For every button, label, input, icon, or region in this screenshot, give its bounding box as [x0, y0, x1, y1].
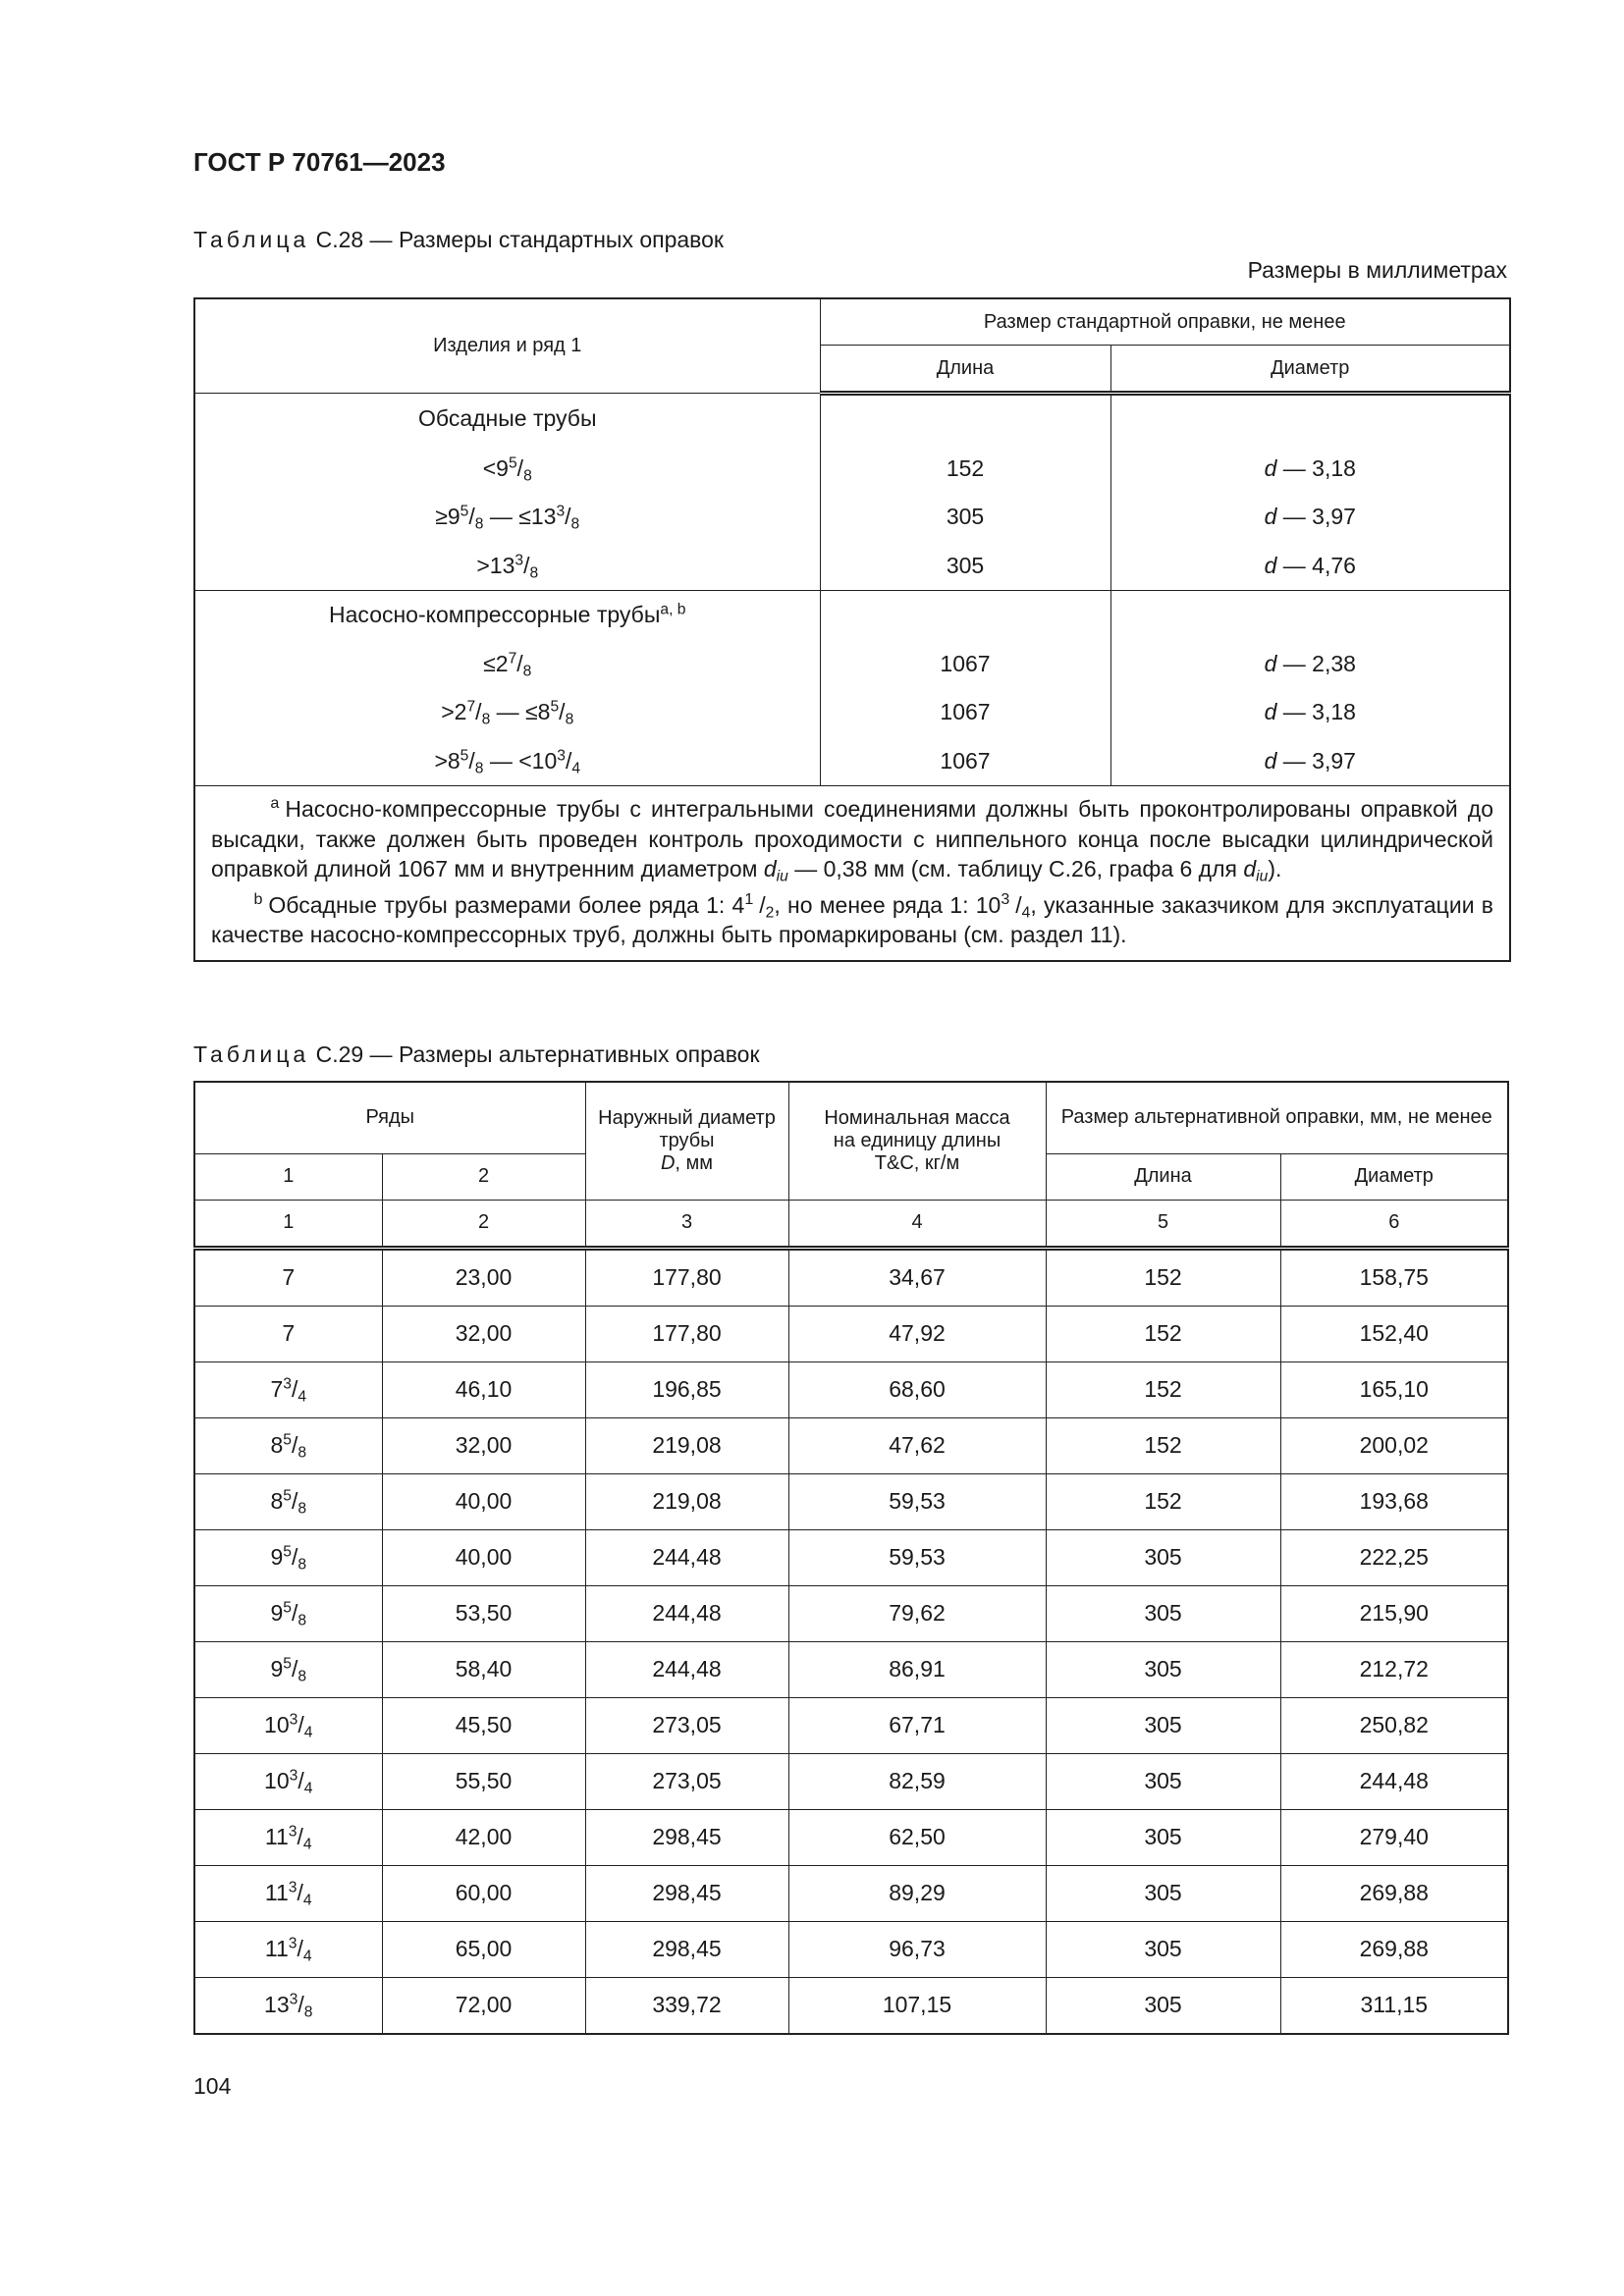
page-number: 104 [193, 2073, 232, 2099]
row1-size: $10^3/_4$ [194, 1697, 382, 1753]
row1-size: $8^5/_8$ [194, 1473, 382, 1529]
outer-diameter: 219,08 [585, 1417, 788, 1473]
table-row [194, 445, 1510, 494]
table-row [194, 640, 1510, 689]
outer-diameter: 298,45 [585, 1865, 788, 1921]
fraction-numerator: 5 [283, 1599, 292, 1617]
row2-value: 23,00 [382, 1248, 585, 1306]
outer-diameter: 273,05 [585, 1697, 788, 1753]
mandrel-diameter: 165,10 [1280, 1362, 1508, 1417]
row2-value: 65,00 [382, 1921, 585, 1977]
fraction-numerator: 3 [289, 1711, 298, 1729]
column-number: 3 [585, 1200, 788, 1248]
mandrel-diameter: 200,02 [1280, 1417, 1508, 1473]
mandrel-length: 152 [1046, 1362, 1280, 1417]
mandrel-diameter: 279,40 [1280, 1809, 1508, 1865]
fraction-denominator: 8 [298, 1612, 307, 1629]
fraction-denominator: 2 [765, 904, 775, 922]
mandrel-diameter: d — 3,97 [1110, 737, 1510, 786]
column-number: 6 [1280, 1200, 1508, 1248]
mandrel-length: 305 [1046, 1977, 1280, 2034]
table-row [194, 1529, 1508, 1585]
mandrel-length: 152 [1046, 1473, 1280, 1529]
mandrel-length: 305 [1046, 1865, 1280, 1921]
outer-diameter: 298,45 [585, 1921, 788, 1977]
caption-prefix: Таблица [193, 227, 310, 252]
fraction-numerator: 3 [289, 1767, 298, 1785]
fraction-numerator: 5 [508, 454, 517, 472]
fraction-numerator: 5 [283, 1487, 292, 1505]
outer-diameter: 177,80 [585, 1306, 788, 1362]
fraction-numerator: 5 [283, 1431, 292, 1449]
table-row [194, 1306, 1508, 1362]
fraction-numerator: 5 [460, 503, 469, 520]
fraction-numerator: 3 [288, 1935, 298, 1952]
table-row [194, 493, 1510, 542]
note-a: $^a$ Насосно-компрессорные трубы с интегральными соединениями должны быть проконтролированы оправкой до высадки, также должен быть проведен контроль проходимости с ниппельного конца после высадки цилиндрической оправкой длиной 1067 мм и внутренним диаметром $d_{iu}$ — 0,38 мм (см. таблицу С.26, графа 6 для $d_{iu}$). [211, 794, 1494, 885]
fraction-denominator: 8 [474, 760, 484, 777]
caption-text: С.29 — Размеры альтернативных оправок [309, 1041, 760, 1067]
table-row [194, 1977, 1508, 2034]
fraction-denominator: 8 [522, 663, 532, 680]
nominal-mass: 34,67 [788, 1248, 1046, 1306]
row2-value: 40,00 [382, 1473, 585, 1529]
column-number: 4 [788, 1200, 1046, 1248]
mandrel-diameter: 269,88 [1280, 1921, 1508, 1977]
mandrel-diameter: 158,75 [1280, 1248, 1508, 1306]
size-range: $\le 2^7/_8$ [194, 640, 820, 689]
caption-prefix: Таблица [193, 1041, 310, 1067]
header-rows: Ряды [194, 1082, 585, 1153]
outer-diameter: 196,85 [585, 1362, 788, 1417]
nominal-mass: 107,15 [788, 1977, 1046, 2034]
row2-value: 53,50 [382, 1585, 585, 1641]
nominal-mass: 86,91 [788, 1641, 1046, 1697]
nominal-mass: 62,50 [788, 1809, 1046, 1865]
fraction-denominator: 4 [1021, 904, 1031, 922]
note-b: $^b$ Обсадные трубы размерами более ряда 1: $4^1$ $/_2$, но менее ряда 1: $10^3$ $/_4$, указанные заказчиком для эксплуатации в качестве насосно-компрессорных труб, должны быть промаркированы (см. раздел 11). [211, 889, 1494, 947]
size-range: $>8^5/_8$ — $<10^3/_4$ [194, 737, 820, 786]
fraction-denominator: 8 [523, 467, 532, 485]
nominal-mass: 82,59 [788, 1753, 1046, 1809]
fraction-denominator: 4 [298, 1388, 307, 1406]
group-title: Обсадные трубы [194, 394, 820, 445]
nominal-mass: 96,73 [788, 1921, 1046, 1977]
table-row [194, 1753, 1508, 1809]
column-number: 2 [382, 1200, 585, 1248]
mandrel-diameter: 152,40 [1280, 1306, 1508, 1362]
header-length: Длина [820, 346, 1110, 394]
mandrel-diameter: 250,82 [1280, 1697, 1508, 1753]
column-number: 1 [194, 1200, 382, 1248]
fraction-numerator: 3 [288, 1823, 298, 1841]
fraction-numerator: 3 [283, 1375, 292, 1393]
mandrel-length: 152 [1046, 1417, 1280, 1473]
row2-value: 42,00 [382, 1809, 585, 1865]
mandrel-diameter: d — 3,18 [1110, 688, 1510, 737]
row2-value: 45,50 [382, 1697, 585, 1753]
row2-value: 72,00 [382, 1977, 585, 2034]
fraction-denominator: 8 [474, 515, 484, 533]
fraction-denominator: 8 [565, 711, 574, 728]
mandrel-length: 152 [1046, 1306, 1280, 1362]
mandrel-length: 305 [1046, 1529, 1280, 1585]
header-alt-mandrel: Размер альтернативной оправки, мм, не менее [1046, 1082, 1508, 1153]
table-row [194, 1362, 1508, 1417]
table-row [194, 1809, 1508, 1865]
header-mandrel-size: Размер стандартной оправки, не менее [820, 298, 1510, 346]
fraction-denominator: 4 [303, 1780, 313, 1797]
size-range: $>2^7/_8$ — $\le 8^5/_8$ [194, 688, 820, 737]
mandrel-length: 305 [820, 493, 1110, 542]
table-row [194, 1248, 1508, 1306]
mandrel-diameter: 311,15 [1280, 1977, 1508, 2034]
header-outer-diameter: Наружный диаметр трубы D, мм [585, 1082, 788, 1200]
mandrel-length: 305 [1046, 1697, 1280, 1753]
mandrel-length: 1067 [820, 640, 1110, 689]
table-row [194, 1473, 1508, 1529]
mandrel-diameter: d — 2,38 [1110, 640, 1510, 689]
fraction-denominator: 8 [298, 1556, 307, 1574]
fraction-denominator: 4 [302, 1836, 312, 1853]
size-range: $>13^3/_8$ [194, 542, 820, 591]
fraction-numerator: 3 [557, 747, 566, 765]
table-row [194, 688, 1510, 737]
fraction-numerator: 3 [289, 1991, 298, 2008]
group-title: Насосно-компрессорные трубы$^{a, b}$ [194, 591, 820, 640]
fraction-denominator: 8 [298, 1500, 307, 1518]
outer-diameter: 177,80 [585, 1248, 788, 1306]
row1-size: 7 [194, 1248, 382, 1306]
table-row [194, 1641, 1508, 1697]
mandrel-length: 1067 [820, 737, 1110, 786]
nominal-mass: 67,71 [788, 1697, 1046, 1753]
mandrel-diameter: 244,48 [1280, 1753, 1508, 1809]
table-c28-caption [193, 227, 724, 253]
mandrel-diameter: 212,72 [1280, 1641, 1508, 1697]
header-row-2: 2 [382, 1153, 585, 1200]
mandrel-length: 1067 [820, 688, 1110, 737]
table-row [194, 1697, 1508, 1753]
mandrel-length: 305 [1046, 1585, 1280, 1641]
outer-diameter: 244,48 [585, 1529, 788, 1585]
nominal-mass: 68,60 [788, 1362, 1046, 1417]
mandrel-length: 152 [1046, 1248, 1280, 1306]
fraction-denominator: 4 [302, 1892, 312, 1909]
table-c29 [193, 1081, 1509, 2035]
fraction-numerator: 5 [460, 747, 469, 765]
row1-size: $8^5/_8$ [194, 1417, 382, 1473]
outer-diameter: 273,05 [585, 1753, 788, 1809]
mandrel-diameter: d — 3,97 [1110, 493, 1510, 542]
row2-value: 40,00 [382, 1529, 585, 1585]
fraction-numerator: 5 [283, 1543, 292, 1561]
nominal-mass: 47,62 [788, 1417, 1046, 1473]
notes-row [194, 786, 1510, 961]
fraction-denominator: 4 [303, 1724, 313, 1741]
fraction-denominator: 8 [298, 1668, 307, 1685]
header-length: Длина [1046, 1153, 1280, 1200]
table-c29-caption [193, 1041, 760, 1068]
row2-value: 46,10 [382, 1362, 585, 1417]
table-row [194, 1585, 1508, 1641]
size-range: $<9^5/_8$ [194, 445, 820, 494]
header-row-1: 1 [194, 1153, 382, 1200]
mandrel-length: 152 [820, 445, 1110, 494]
fraction-numerator: 5 [550, 698, 560, 716]
fraction-denominator: 8 [298, 1444, 307, 1462]
table-row [194, 1921, 1508, 1977]
nominal-mass: 47,92 [788, 1306, 1046, 1362]
fraction-denominator: 8 [303, 2003, 313, 2021]
group-title-row [194, 394, 1510, 445]
nominal-mass: 79,62 [788, 1585, 1046, 1641]
row1-size: $10^3/_4$ [194, 1753, 382, 1809]
row1-size: $11^3/_4$ [194, 1865, 382, 1921]
caption-text: С.28 — Размеры стандартных оправок [309, 227, 724, 252]
row1-size: $7^3/_4$ [194, 1362, 382, 1417]
header-nominal-mass: Номинальная масса на единицу длины Т&С, кг/м [788, 1082, 1046, 1200]
fraction-denominator: 8 [570, 515, 580, 533]
row1-size: $9^5/_8$ [194, 1641, 382, 1697]
mandrel-diameter: 193,68 [1280, 1473, 1508, 1529]
fraction-numerator: 1 [744, 889, 754, 908]
fraction-numerator: 3 [556, 503, 566, 520]
fraction-denominator: 4 [571, 760, 581, 777]
fraction-numerator: 7 [508, 650, 517, 667]
footnote-ref: a, b [660, 601, 686, 618]
row2-value: 32,00 [382, 1417, 585, 1473]
mandrel-diameter: d — 4,76 [1110, 542, 1510, 591]
units-note: Размеры в миллиметрах [1247, 257, 1507, 283]
row1-size: $11^3/_4$ [194, 1921, 382, 1977]
row1-size: $11^3/_4$ [194, 1809, 382, 1865]
row2-value: 58,40 [382, 1641, 585, 1697]
outer-diameter: 339,72 [585, 1977, 788, 2034]
fraction-denominator: 8 [529, 564, 539, 582]
nominal-mass: 59,53 [788, 1529, 1046, 1585]
fraction-numerator: 5 [283, 1655, 292, 1673]
row2-value: 55,50 [382, 1753, 585, 1809]
fraction-denominator: 4 [302, 1948, 312, 1965]
group-title-row [194, 591, 1510, 640]
outer-diameter: 244,48 [585, 1585, 788, 1641]
outer-diameter: 298,45 [585, 1809, 788, 1865]
row1-size: 7 [194, 1306, 382, 1362]
header-diameter: Диаметр [1280, 1153, 1508, 1200]
table-row [194, 1417, 1508, 1473]
row2-value: 32,00 [382, 1306, 585, 1362]
row1-size: $9^5/_8$ [194, 1529, 382, 1585]
nominal-mass: 59,53 [788, 1473, 1046, 1529]
size-range: $\ge 9^5/_8$ — $\le 13^3/_8$ [194, 493, 820, 542]
row2-value: 60,00 [382, 1865, 585, 1921]
fraction-denominator: 8 [481, 711, 491, 728]
table-c28 [193, 297, 1511, 962]
header-products: Изделия и ряд 1 [194, 298, 820, 394]
mandrel-diameter: 215,90 [1280, 1585, 1508, 1641]
row1-size: $9^5/_8$ [194, 1585, 382, 1641]
nominal-mass: 89,29 [788, 1865, 1046, 1921]
mandrel-length: 305 [1046, 1809, 1280, 1865]
outer-diameter: 219,08 [585, 1473, 788, 1529]
table-row [194, 737, 1510, 786]
fraction-numerator: 3 [1001, 889, 1010, 908]
table-row [194, 542, 1510, 591]
mandrel-length: 305 [1046, 1641, 1280, 1697]
mandrel-diameter: 269,88 [1280, 1865, 1508, 1921]
fraction-numerator: 7 [466, 698, 476, 716]
outer-diameter: 244,48 [585, 1641, 788, 1697]
row1-size: $13^3/_8$ [194, 1977, 382, 2034]
mandrel-length: 305 [820, 542, 1110, 591]
mandrel-diameter: 222,25 [1280, 1529, 1508, 1585]
table-notes [194, 786, 1510, 961]
fraction-numerator: 3 [514, 552, 524, 569]
header-diameter: Диаметр [1110, 346, 1510, 394]
document-id: ГОСТ Р 70761—2023 [193, 147, 446, 177]
mandrel-length: 305 [1046, 1921, 1280, 1977]
mandrel-diameter: d — 3,18 [1110, 445, 1510, 494]
column-number: 5 [1046, 1200, 1280, 1248]
fraction-numerator: 3 [288, 1879, 298, 1896]
mandrel-length: 305 [1046, 1753, 1280, 1809]
table-row [194, 1865, 1508, 1921]
